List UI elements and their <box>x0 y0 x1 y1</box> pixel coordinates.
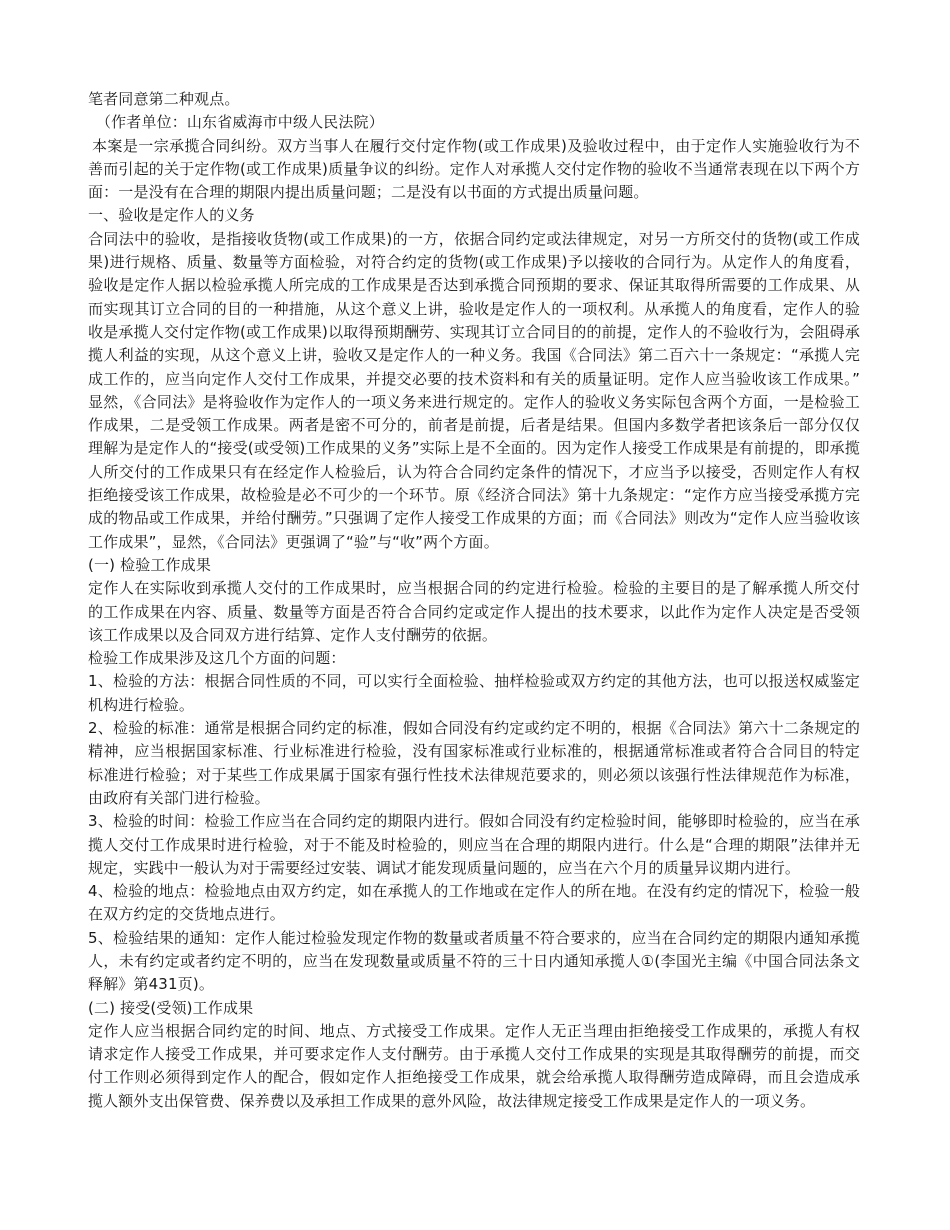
list-item-method: 1、检验的方法：根据合同性质的不同，可以实行全面检验、抽样检验或双方约定的其他方法，也可以报送权威鉴定机构进行检验。 <box>88 672 860 714</box>
subsection-2-body: 定作人应当根据合同约定的时间、地点、方式接受工作成果。定作人无正当理由拒绝接受工作成果的，承揽人有权请求定作人接受工作成果，并可要求定作人支付酬劳。由于承揽人交付工作成果的实现是其取得酬劳的前提，而交付工作则必须得到定作人的配合，假如定作人拒绝接受工作成果，就会给承揽人取得酬劳造成障碍，而且会造成承揽人额外支出保管费、保养费以及承担工作成果的意外风险，故法律规定接受工作成果是定作人的一项义务。 <box>88 1021 860 1110</box>
subsection-heading-1: (一) 检验工作成果 <box>88 555 211 574</box>
author-affiliation: （作者单位：山东省威海市中级人民法院） <box>96 113 384 132</box>
section-1-body: 合同法中的验收，是指接收货物(或工作成果)的一方，依据合同约定或法律规定，对另一方所交付的货物(或工作成果)进行规格、质量、数量等方面检验，对符合约定的货物(或工作成果)予以接收的合同行为。从定作人的角度看，验收是定作人据以检验承揽人所完成的工作成果是否达到承揽合同预期的要求、保证其取得所需要的工作成果、从而实现其订立合同的目的一种措施，从这个意义上讲，验收是定作人的一项权利。从承揽人的角度看，定作人的验收是承揽人交付定作物(或工作成果)以取得预期酬劳、实现其订立合同目的的前提，定作人的不验收行为，会阻碍承揽人利益的实现，从这个意义上讲，验收又是定作人的一种义务。我国《合同法》第二百六十一条规定：“承揽人完成工作的，应当向定作人交付工作成果，并提交必要的技术资料和有关的质量证明。定作人应当验收该工作成果。” 显然，《合同法》是将验收作为定作人的一项义务来进行规定的。定作人的验收义务实际包含两个方面，一是检验工作成果，二是受领工作成果。两者是密不可分的，前者是前提，后者是结果。但国内多数学者把该条后一部分仅仅理解为是定作人的“接受(或受领)工作成果的义务”实际上是不全面的。因为定作人接受工作成果是有前提的，即承揽人所交付的工作成果只有在经定作人检验后，认为符合合同约定条件的情况下，才应当予以接受，否则定作人有权拒绝接受该工作成果，故检验是必不可少的一个环节。原《经济合同法》第十九条规定：“定作方应当接受承揽方完成的物品或工作成果，并给付酬劳。”只强调了定作人接受工作成果的方面；而《合同法》则改为“定作人应当验收该工作成果”，显然，《合同法》更强调了“验”与“收”两个方面。 <box>88 229 860 551</box>
section-heading-1: 一、验收是定作人的义务 <box>88 206 255 225</box>
list-item-time: 3、检验的时间：检验工作应当在合同约定的期限内进行。假如合同没有约定检验时间，能够即时检验的，应当在承揽人交付工作成果时进行检验，对于不能及时检验的，则应当在合理的期限内进行。什么是“合理的期限”法律并无规定，实践中一般认为对于需要经过安装、调试才能发现质量问题的，应当在六个月的质量异议期内进行。 <box>88 812 860 877</box>
list-item-location: 4、检验的地点：检验地点由双方约定，如在承揽人的工作地或在定作人的所在地。在没有约定的情况下，检验一般在双方约定的交货地点进行。 <box>88 882 860 924</box>
conclusion-line: 笔者同意第二种观点。 <box>88 90 240 108</box>
issues-intro: 检验工作成果涉及这几个方面的问题： <box>88 649 346 668</box>
case-summary-paragraph: 本案是一宗承揽合同纠纷。双方当事人在履行交付定作物(或工作成果)及验收过程中，由于定作人实施验收行为不善而引起的关于定作物(或工作成果)质量争议的纠纷。定作人对承揽人交付定作物的验收不当通常表现在以下两个方面：一是没有在合理的期限内提出质量问题；二是没有以书面的方式提出质量问题。 <box>88 136 860 202</box>
list-item-notice: 5、检验结果的通知：定作人能过检验发现定作物的数量或者质量不符合要求的，应当在合同约定的期限内通知承揽人，未有约定或者约定不明的，应当在发现数量或质量不符的三十日内通知承揽人①(李国光主编《中国合同法条文释解》第431页)。 <box>88 928 860 994</box>
list-item-standard: 2、检验的标准：通常是根据合同约定的标准，假如合同没有约定或约定不明的，根据《合同法》第六十二条规定的精神，应当根据国家标准、行业标准进行检验，没有国家标准或行业标准的，根据通常标准或者符合合同目的特定标准进行检验；对于某些工作成果属于国家有强行性技术法律规范要求的，则必须以该强行性法律规范作为标准，由政府有关部门进行检验。 <box>88 719 860 807</box>
subsection-heading-2: (二) 接受(受领)工作成果 <box>88 998 254 1017</box>
subsection-1-body: 定作人在实际收到承揽人交付的工作成果时，应当根据合同的约定进行检验。检验的主要目的是了解承揽人所交付的工作成果在内容、质量、数量等方面是否符合合同约定或定作人提出的技术要求，以此作为定作人决定是否受领该工作成果以及合同双方进行结算、定作人支付酬劳的依据。 <box>88 579 860 644</box>
document-body <box>88 88 860 1113</box>
